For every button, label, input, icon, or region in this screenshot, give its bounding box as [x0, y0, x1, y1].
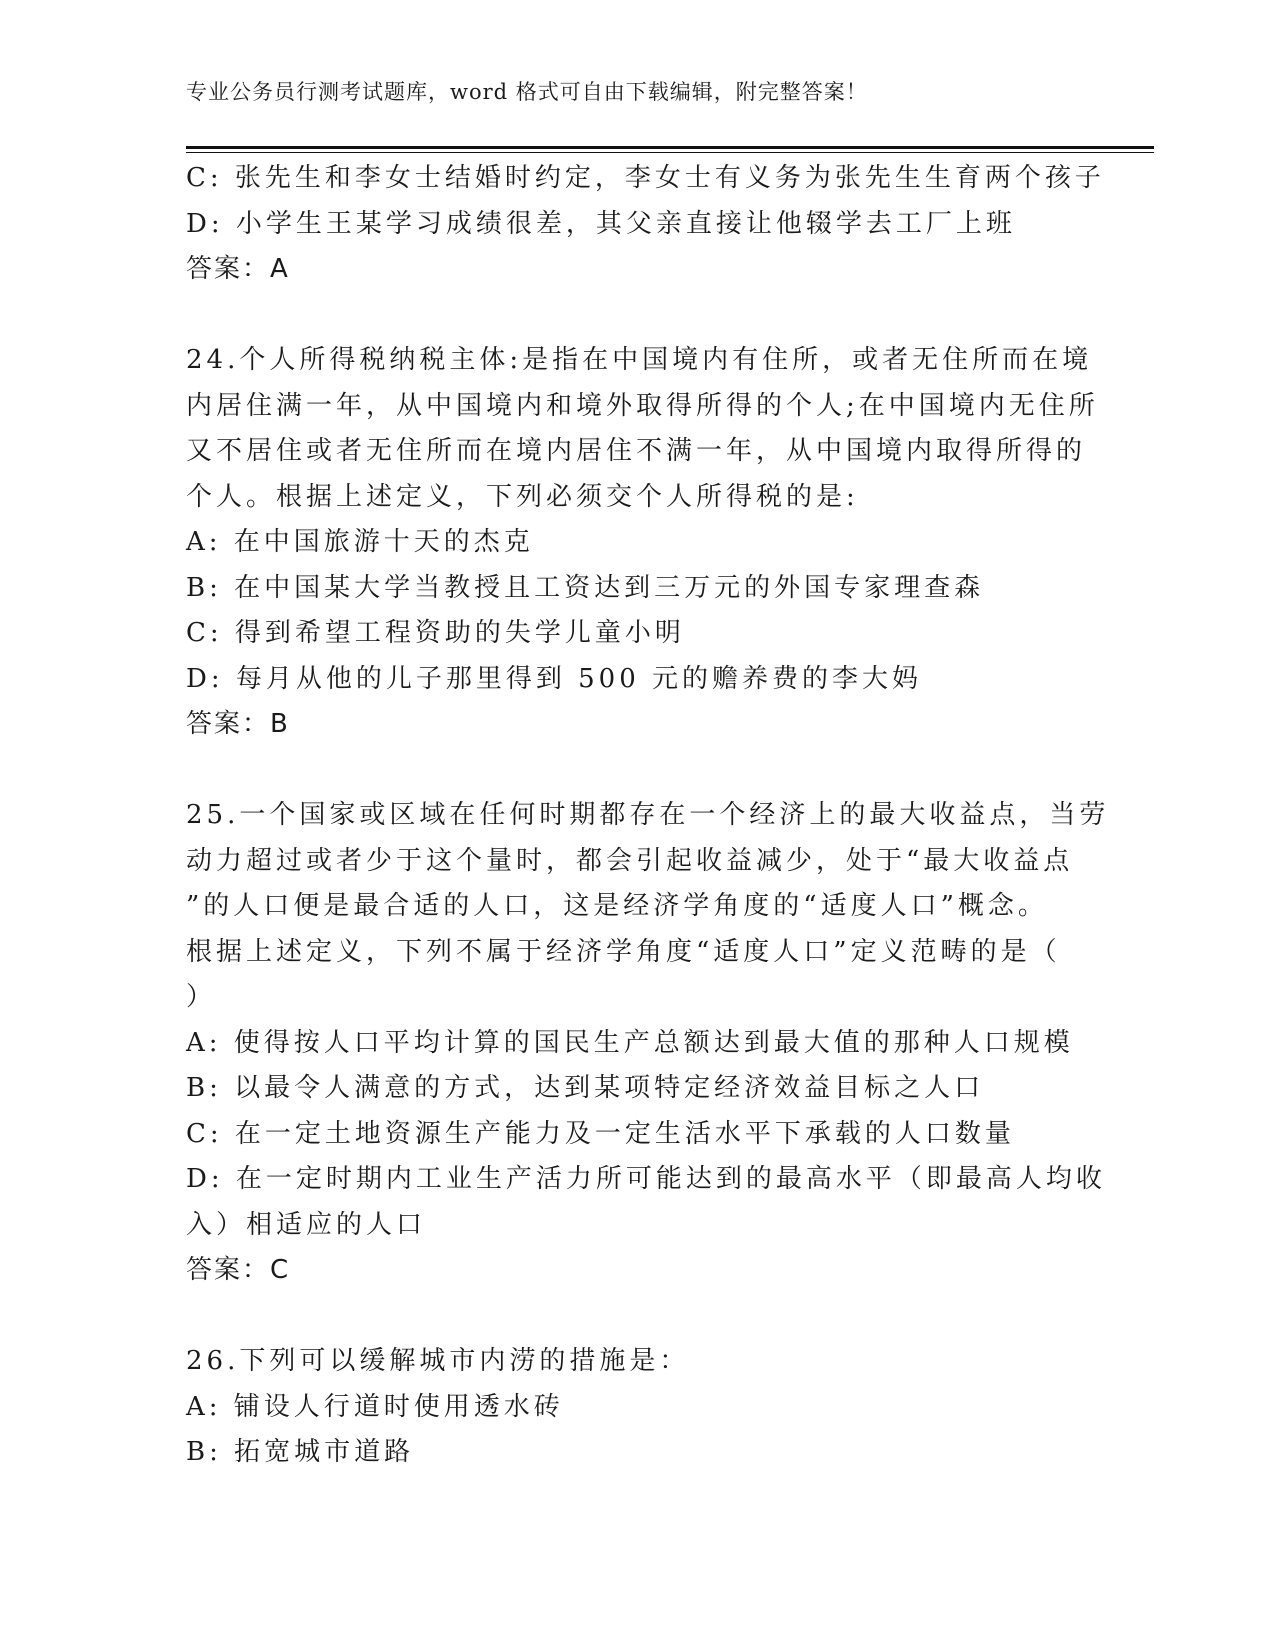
- q25-stem-line: 根据上述定义，下列不属于经济学角度“适度人口”定义范畴的是（: [186, 936, 1061, 967]
- q24-stem-line: 24.个人所得税纳税主体:是指在中国境内有住所，或者无住所而在境: [186, 345, 1093, 375]
- q26-option-b: B: 拓宽城市道路: [186, 1437, 415, 1467]
- q24-stem-line: 又不居住或者无住所而在境内居住不满一年，从中国境内取得所得的: [186, 436, 1087, 466]
- question-content: [186, 156, 1110, 1476]
- q24-option-a: A: 在中国旅游十天的杰克: [186, 527, 534, 557]
- question-23-tail: [186, 156, 1105, 293]
- header-rule-thick: [186, 146, 1154, 149]
- q23-option-c: C: 张先生和李女士结婚时约定，李女士有义务为张先生生育两个孩子: [186, 163, 1105, 193]
- q23-option-d: D: 小学生王某学习成绩很差，其父亲直接让他辍学去工厂上班: [186, 208, 1016, 239]
- question-24: [186, 338, 1099, 748]
- header-rule-thin: [186, 152, 1154, 153]
- q25-stem-line: 动力超过或者少于这个量时，都会引起收益减少，处于“最大收益点: [186, 845, 1074, 876]
- q25-option-d-line1: D: 在一定时期内工业生产活力所可能达到的最高水平（即最高人均收: [186, 1164, 1106, 1194]
- q24-answer: 答案：B: [186, 709, 290, 739]
- q25-stem-line: 25.一个国家或区域在任何时期都存在一个经济上的最大收益点，当劳: [186, 800, 1110, 830]
- q25-option-a: A: 使得按人口平均计算的国民生产总额达到最大值的那种人口规模: [186, 1027, 1074, 1058]
- question-25: [186, 793, 1110, 1294]
- q24-stem-line: 个人。根据上述定义，下列必须交个人所得税的是:: [186, 481, 859, 512]
- q25-stem-line: ）: [186, 982, 217, 1012]
- q24-option-d: D: 每月从他的儿子那里得到 500 元的赡养费的李大妈: [186, 663, 923, 694]
- q25-answer: 答案：C: [186, 1255, 291, 1285]
- question-26: [186, 1339, 1086, 1476]
- q26-option-a: A: 铺设人行道时使用透水砖: [186, 1391, 564, 1422]
- q25-option-b: B: 以最令人满意的方式，达到某项特定经济效益目标之人口: [186, 1073, 985, 1103]
- q24-option-c: C: 得到希望工程资助的失学儿童小明: [186, 618, 685, 648]
- q25-stem-line: ”的人口便是最合适的人口，这是经济学角度的“适度人口”概念。: [186, 891, 1048, 921]
- q26-stem: 26.下列可以缓解城市内涝的措施是：: [186, 1346, 690, 1376]
- q24-option-b: B: 在中国某大学当教授且工资达到三万元的外国专家理查森: [186, 572, 985, 603]
- spacer: [186, 293, 1086, 339]
- q25-option-d-line2: 入）相适应的人口: [186, 1209, 427, 1240]
- q25-option-c: C: 在一定土地资源生产能力及一定生活水平下承载的人口数量: [186, 1118, 1015, 1149]
- spacer: [186, 748, 1086, 794]
- q23-answer: 答案：A: [186, 254, 290, 284]
- spacer: [186, 1294, 1086, 1340]
- page-header: 专业公务员行测考试题库，word 格式可自由下载编辑，附完整答案！: [186, 80, 868, 104]
- q24-stem-line: 内居住满一年，从中国境内和境外取得所得的个人;在中国境内无住所: [186, 390, 1099, 421]
